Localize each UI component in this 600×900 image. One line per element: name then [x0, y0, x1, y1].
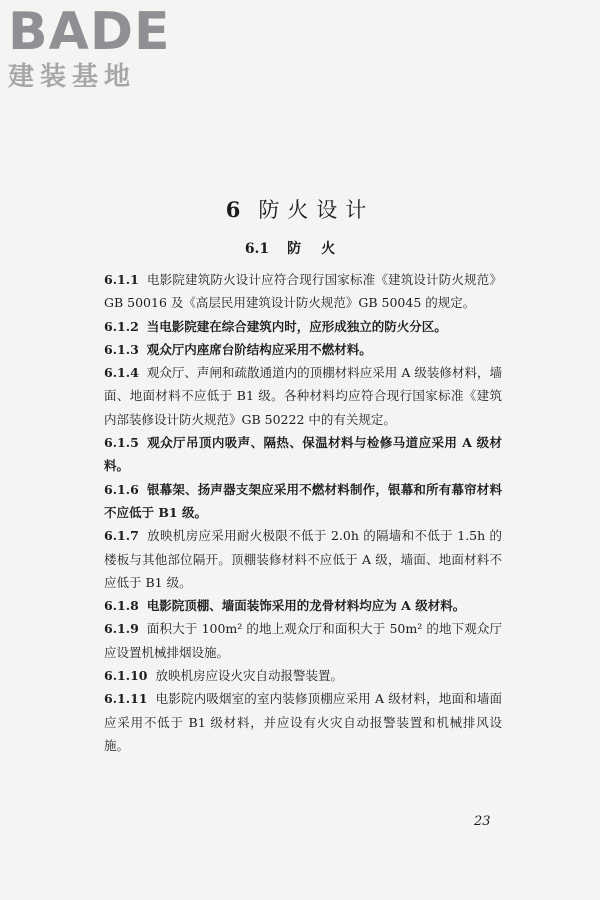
- clause-6-1-2: [104, 315, 502, 338]
- clause-number: 6.1.2: [104, 318, 139, 334]
- clause-6-1-10: [104, 664, 502, 687]
- clause-number: 6.1.3: [104, 341, 139, 357]
- clause-6-1-8: [104, 594, 502, 617]
- logo-wordmark: BADE: [8, 2, 171, 62]
- clause-list: [104, 268, 502, 757]
- clause-text: 当电影院建在综合建筑内时，应形成独立的防火分区。: [146, 318, 447, 334]
- section-title: 防火: [287, 241, 356, 257]
- clause-text: 电影院内吸烟室的室内装修顶棚应采用 A 级材料，地面和墙面应采用不低于 B1 级材料，并应设有火灾自动报警装置和机械排风设施。: [104, 691, 502, 753]
- clause-6-1-11: [104, 687, 502, 757]
- clause-number: 6.1.7: [104, 528, 139, 544]
- logo-subtitle: 建装基地: [8, 62, 137, 92]
- clause-6-1-9: [104, 617, 502, 664]
- clause-number: 6.1.8: [104, 598, 139, 614]
- clause-text: 电影院建筑防火设计应符合现行国家标准《建筑设计防火规范》GB 50016 及《高层民用建筑设计防火规范》GB 50045 的规定。: [104, 272, 502, 311]
- clause-text: 面积大于 100m² 的地上观众厅和面积大于 50m² 的地下观众厅应设置机械排烟设施。: [104, 621, 502, 660]
- clause-number: 6.1.11: [104, 691, 148, 707]
- clause-text: 银幕架、扬声器支架应采用不燃材料制作，银幕和所有幕帘材料不应低于 B1 级。: [104, 481, 502, 520]
- clause-6-1-7: [104, 524, 502, 594]
- chapter-heading: [0, 194, 600, 224]
- clause-6-1-4: [104, 361, 502, 431]
- clause-6-1-5: [104, 431, 502, 478]
- clause-number: 6.1.9: [104, 621, 139, 637]
- clause-text: 电影院顶棚、墙面装饰采用的龙骨材料均应为 A 级材料。: [146, 598, 466, 614]
- clause-text: 放映机房应采用耐火极限不低于 2.0h 的隔墙和不低于 1.5h 的楼板与其他部位隔开。顶棚装修材料不应低于 A 级，墙面、地面材料不应低于 B1 级。: [104, 528, 502, 590]
- clause-text: 观众厅吊顶内吸声、隔热、保温材料与检修马道应采用 A 级材料。: [104, 435, 502, 474]
- chapter-number: 6: [225, 197, 249, 222]
- clause-text: 放映机房应设火灾自动报警装置。: [155, 668, 344, 684]
- section-number: 6.1: [244, 241, 270, 257]
- clause-6-1-1: [104, 268, 502, 315]
- clause-number: 6.1.10: [104, 668, 148, 684]
- clause-6-1-3: [104, 338, 502, 361]
- section-heading: [0, 238, 600, 258]
- page-number: 23: [474, 814, 491, 829]
- clause-number: 6.1.4: [104, 365, 139, 381]
- bade-logo: [8, 4, 171, 92]
- clause-number: 6.1.1: [104, 272, 139, 287]
- clause-text: 观众厅、声闸和疏散通道内的顶棚材料应采用 A 级装修材料，墙面、地面材料不应低于 B1 级。各种材料均应符合现行国家标准《建筑内部装修设计防火规范》GB 50222 中的有关规定。: [104, 365, 502, 427]
- clause-text: 观众厅内座席台阶结构应采用不燃材料。: [146, 341, 372, 357]
- clause-number: 6.1.5: [104, 435, 139, 451]
- chapter-title: 防火设计: [258, 198, 375, 222]
- clause-6-1-6: [104, 478, 502, 525]
- clause-number: 6.1.6: [104, 481, 139, 497]
